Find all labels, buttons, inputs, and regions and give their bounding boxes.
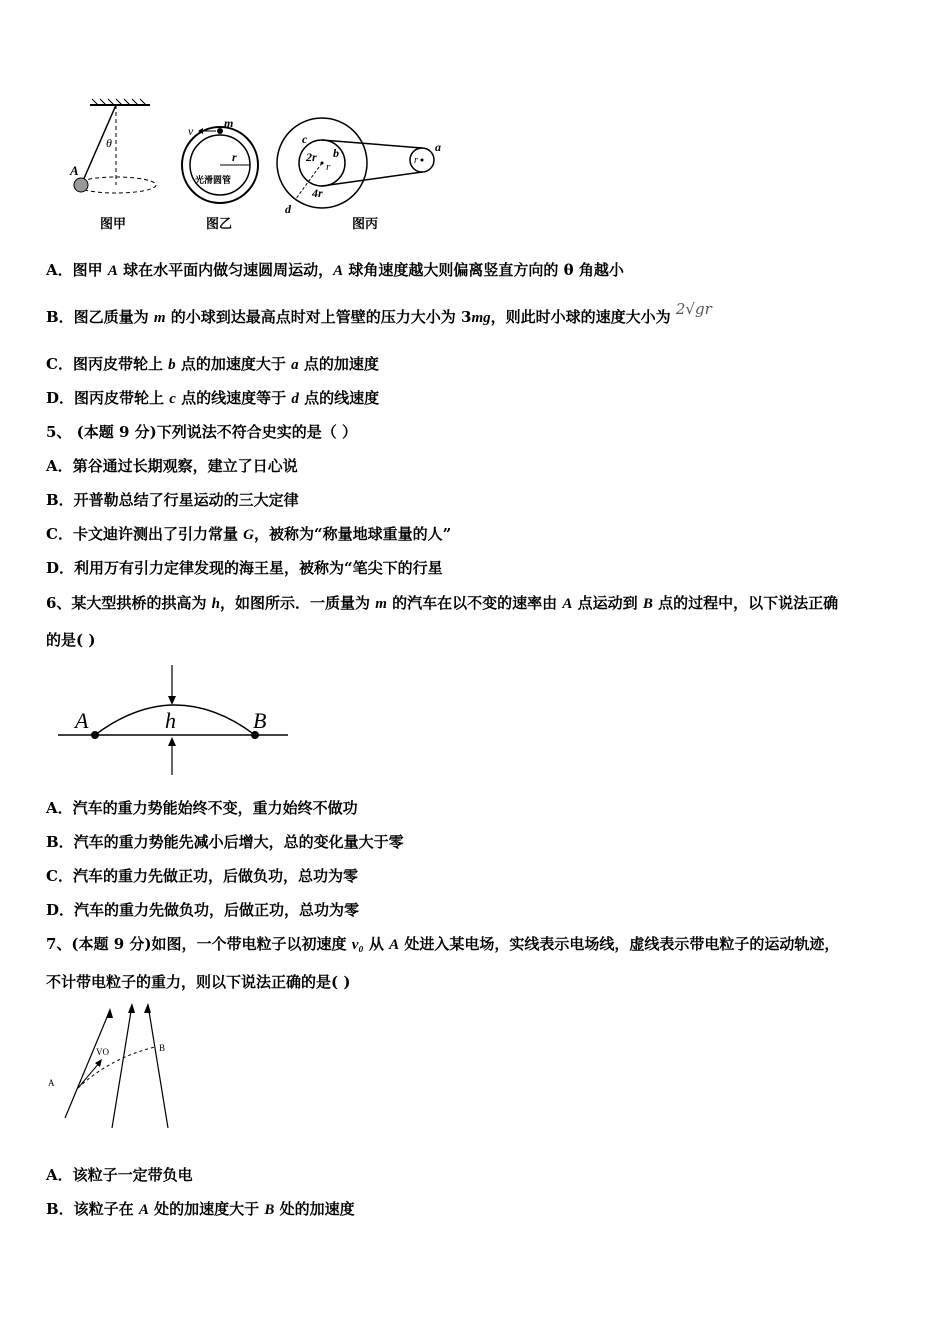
- q4-option-b: B．图乙质量为 m 的小球到达最高点时对上管壁的压力大小为 3mg，则此时小球的速度大小为 2√gr: [46, 300, 712, 326]
- q5-option-d: D．利用万有引力定律发现的海王星，被称为“笔尖下的行星: [46, 559, 443, 577]
- q4-option-d: D．图丙皮带轮上 c 点的线速度等于 d 点的线速度: [46, 389, 380, 407]
- q5-option-a: A．第谷通过长期观察，建立了日心说: [46, 457, 298, 475]
- q5-option-b: B．开普勒总结了行星运动的三大定律: [46, 491, 299, 509]
- caption-bing: 图丙: [352, 217, 379, 232]
- q5-stem: 5、 (本题 9 分)下列说法不符合史实的是（ ）: [46, 423, 357, 441]
- label-v0: VO: [96, 1047, 109, 1057]
- label-4r: 4r: [312, 186, 323, 200]
- label-b: b: [333, 146, 339, 160]
- label-v: v: [188, 124, 194, 138]
- q4-option-c: C．图丙皮带轮上 b 点的加速度大于 a 点的加速度: [46, 355, 379, 373]
- figure-yi: [182, 116, 258, 232]
- q6-option-d: D．汽车的重力先做负功，后做正功，总功为零: [46, 901, 360, 919]
- label-r-bing: r: [326, 161, 331, 173]
- label-theta: θ: [106, 136, 112, 150]
- label-A-field: A: [48, 1078, 55, 1088]
- q6-stem-line1: 6、某大型拱桥的拱高为 h，如图所示．一质量为 m 的汽车在以不变的速率由 A 点运动到 B 点的过程中，以下说法正确: [46, 594, 839, 612]
- q7-option-a: A．该粒子一定带负电: [46, 1166, 193, 1184]
- label-r-yi: r: [232, 150, 237, 164]
- label-r-right: r: [414, 155, 418, 166]
- q6-option-a: A．汽车的重力势能始终不变，重力始终不做功: [46, 799, 358, 817]
- q6-option-b: B．汽车的重力势能先减小后增大，总的变化量大于零: [46, 833, 404, 851]
- label-A-bridge: A: [75, 708, 89, 733]
- label-A-jia: A: [70, 163, 79, 178]
- label-B-bridge: B: [253, 708, 267, 733]
- q4-option-a: A．图甲 A 球在水平面内做匀速圆周运动，A 球角速度越大则偏离竖直方向的 θ 角越小: [46, 261, 624, 279]
- caption-yi: 图乙: [206, 217, 233, 232]
- q7-stem-line2: 不计带电粒子的重力，则以下说法正确的是( ): [46, 973, 351, 991]
- q5-option-c: C．卡文迪许测出了引力常量 G，被称为“称量地球重量的人”: [46, 525, 452, 543]
- q6-stem-line2: 的是( ): [46, 631, 96, 649]
- figure-circular-motion: [60, 95, 460, 240]
- label-2r: 2r: [306, 150, 317, 164]
- figure-electric-field: [40, 1000, 190, 1135]
- figure-arch-bridge: [55, 660, 295, 778]
- label-tube: 光滑圆管: [195, 176, 232, 186]
- figure-bing: [277, 118, 441, 232]
- label-m: m: [224, 116, 234, 130]
- q7-stem-line1: 7、(本题 9 分)如图，一个带电粒子以初速度 v₀ 从 A 处进入某电场，实线表示电场线，虚线表示带电粒子的运动轨迹，: [46, 935, 840, 953]
- label-a: a: [435, 140, 441, 154]
- q6-option-c: C．汽车的重力先做正功，后做负功，总功为零: [46, 867, 358, 885]
- figure-jia: [69, 99, 156, 232]
- label-d: d: [285, 202, 291, 216]
- caption-jia: 图甲: [100, 217, 127, 232]
- label-B-field: B: [159, 1043, 166, 1053]
- label-c: c: [302, 132, 308, 146]
- formula-2-sqrt-gr: 2√gr: [675, 300, 712, 318]
- label-h: h: [165, 708, 176, 733]
- q7-option-b: B．该粒子在 A 处的加速度大于 B 处的加速度: [46, 1200, 355, 1218]
